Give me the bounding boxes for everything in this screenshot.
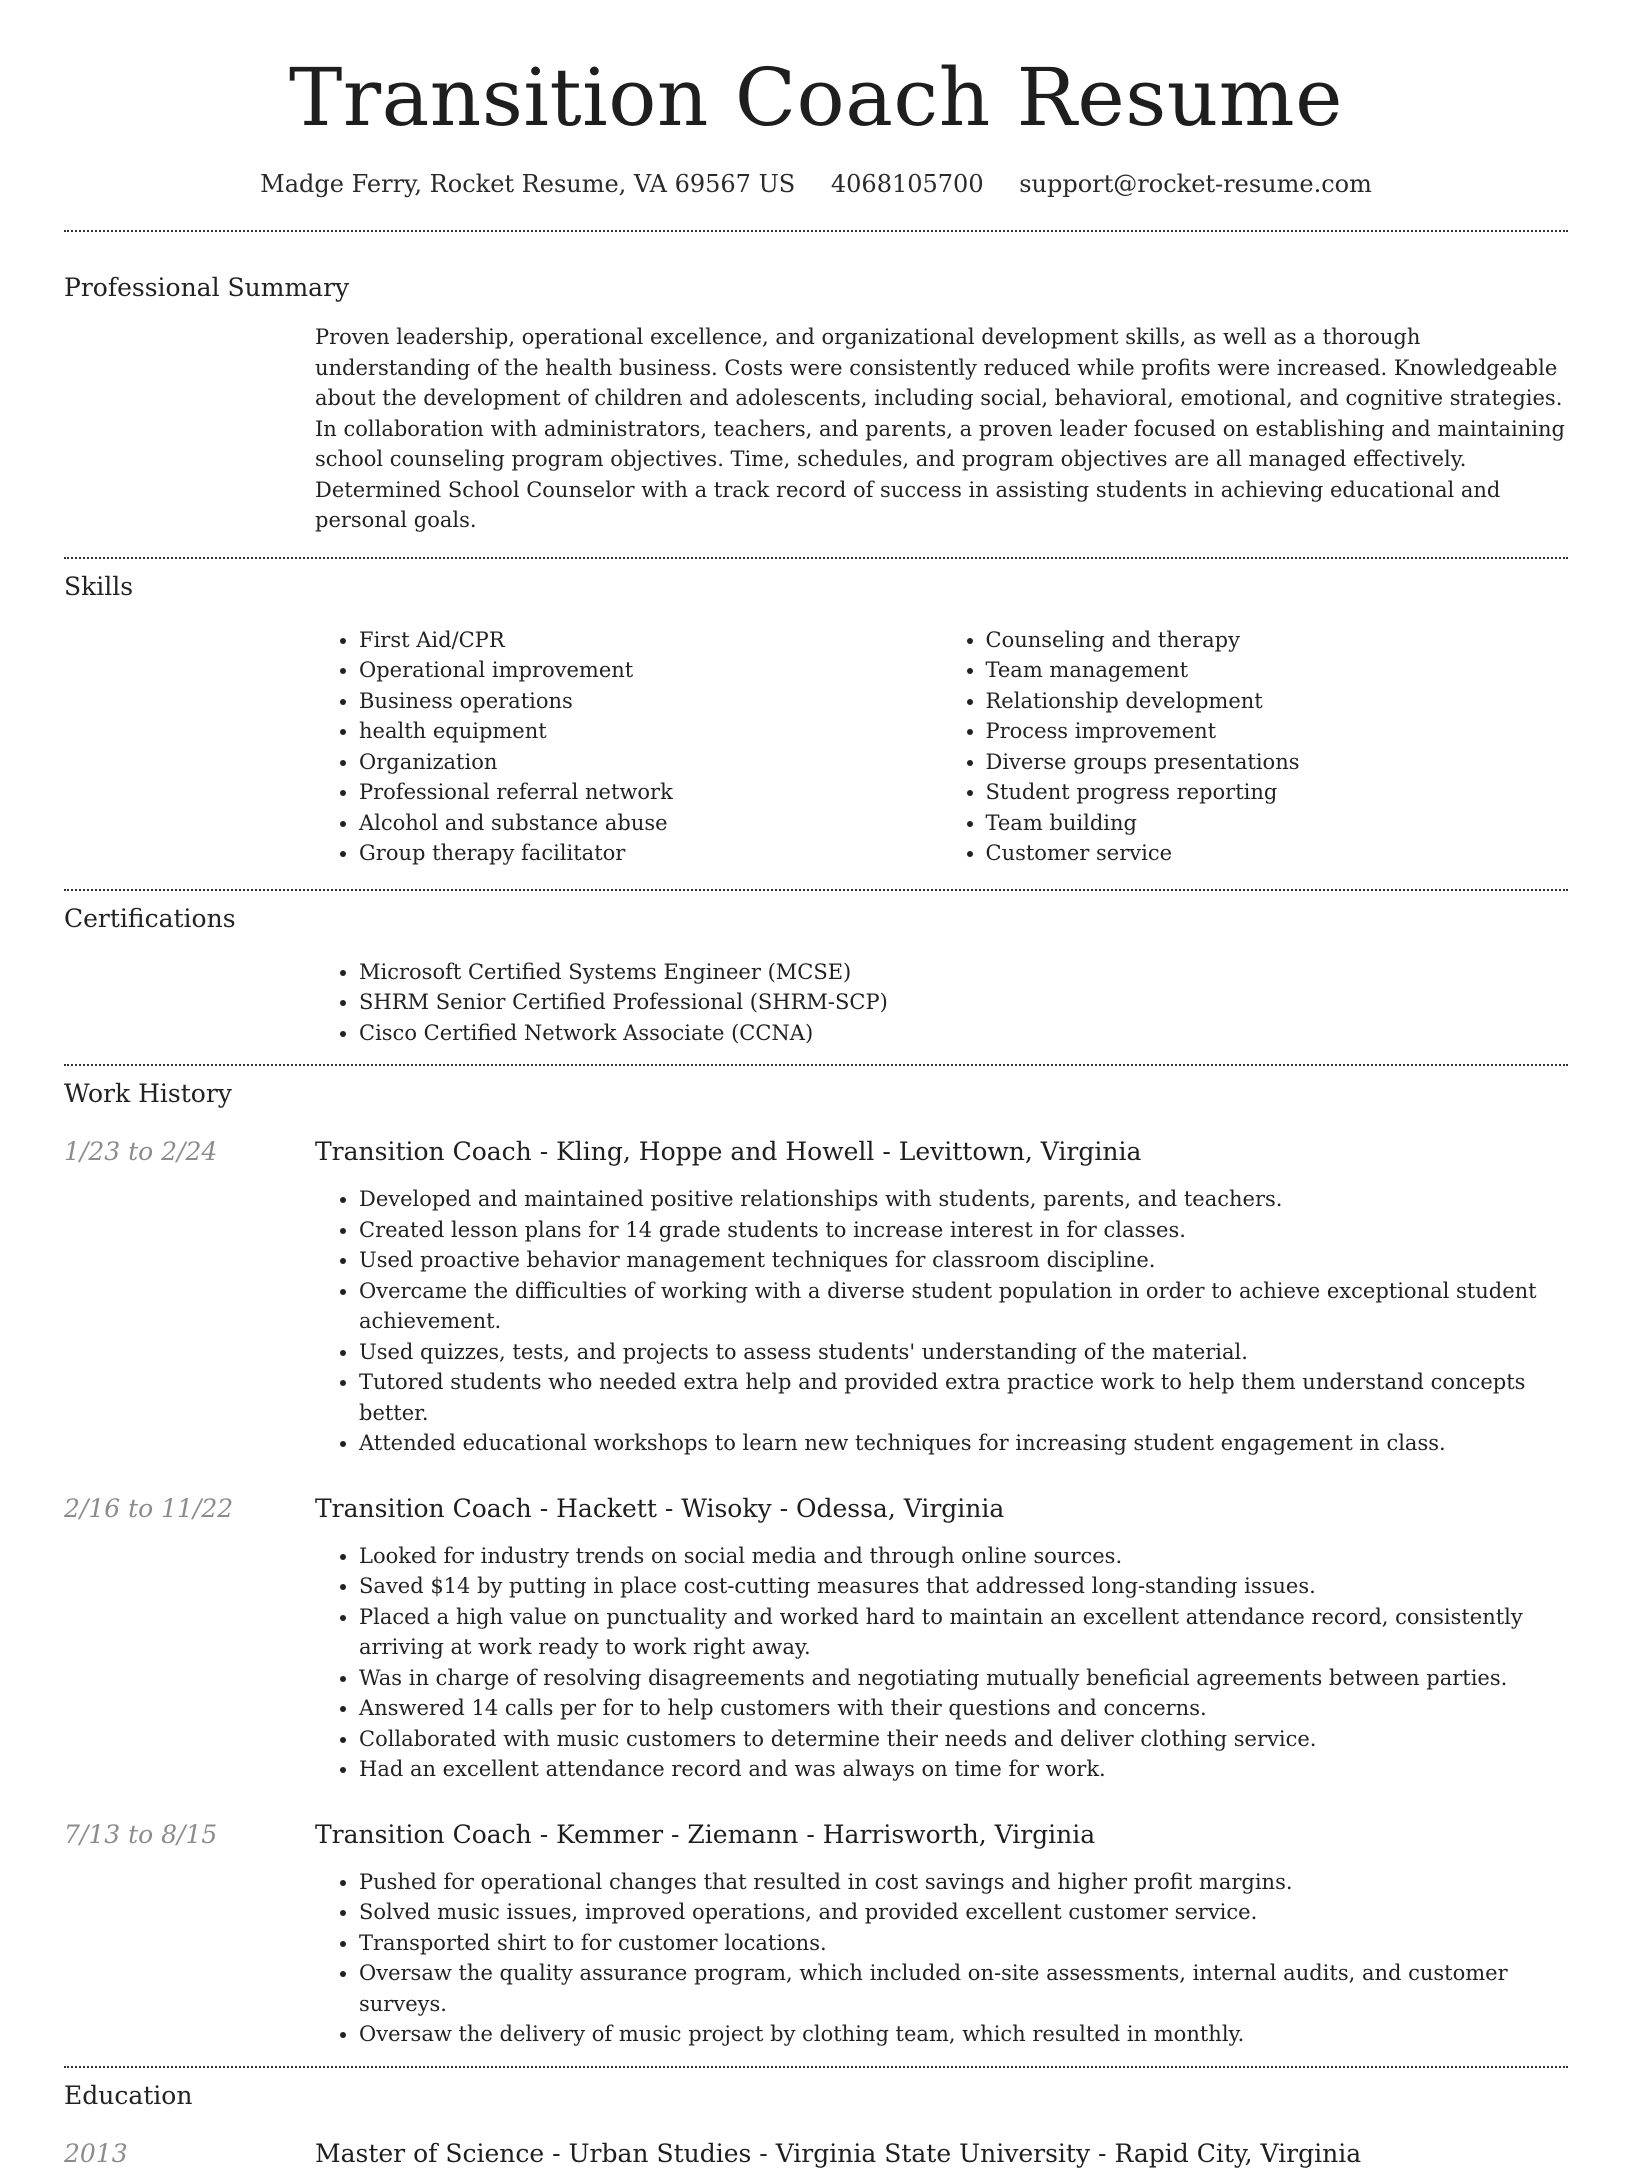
skills-list-right (942, 625, 1569, 869)
list-item: • Overcame the difficulties of working with a diverse student population in order to achieve exceptional student achievement. (359, 1276, 1568, 1337)
section-heading-skills: Skills (64, 571, 134, 601)
list-item: • Microsoft Certified Systems Engineer (MCSE) (359, 957, 1568, 988)
list-item: • First Aid/CPR (359, 625, 942, 656)
list-item: • Relationship development (986, 686, 1569, 717)
job-entry (64, 1493, 1568, 1785)
skills-body (315, 625, 1568, 869)
list-item: • Team management (986, 655, 1569, 686)
list-item: • Oversaw the quality assurance program, which included on-site assessments, internal audits, and customer surveys. (359, 1958, 1568, 2019)
resume-title: Transition Coach Resume (289, 51, 1343, 144)
list-item: • Tutored students who needed extra help and provided extra practice work to help them understand concepts better. (359, 1367, 1568, 1428)
section-heading-certifications: Certifications (64, 903, 236, 933)
job-title: Transition Coach - Kling, Hoppe and Howell - Levittown, Virginia (315, 1137, 1142, 1166)
list-item: • Transported shirt to for customer locations. (359, 1928, 1568, 1959)
job-title: Transition Coach - Kemmer - Ziemann - Harrisworth, Virginia (315, 1819, 1096, 1849)
list-item: • Developed and maintained positive relationships with students, parents, and teachers. (359, 1184, 1568, 1215)
contact-email: support@rocket-resume.com (1019, 170, 1372, 198)
education-section (64, 2068, 1568, 2170)
list-item: • Oversaw the delivery of music project by clothing team, which resulted in monthly. (359, 2019, 1568, 2050)
list-item: • SHRM Senior Certified Professional (SHRM-SCP) (359, 987, 1568, 1018)
list-item: • Was in charge of resolving disagreements and negotiating mutually beneficial agreements between parties. (359, 1663, 1568, 1694)
job-bullets (315, 1541, 1568, 1785)
education-entry (64, 2138, 1568, 2170)
list-item: • Placed a high value on punctuality and worked hard to maintain an excellent attendance record, consistently arriving at work ready to work right away. (359, 1602, 1568, 1663)
job-dates: 1/23 to 2/24 (64, 1137, 218, 1166)
list-item: • Operational improvement (359, 655, 942, 686)
list-item: • Answered 14 calls per for to help customers with their questions and concerns. (359, 1693, 1568, 1724)
job-bullets (315, 1867, 1568, 2050)
list-item: • Process improvement (986, 716, 1569, 747)
list-item: • Solved music issues, improved operations, and provided excellent customer service. (359, 1897, 1568, 1928)
education-title: Master of Science - Urban Studies - Virginia State University - Rapid City, Virginia (315, 2138, 1362, 2168)
job-entry (64, 1136, 1568, 1459)
list-item: • Student progress reporting (986, 777, 1569, 808)
contact-phone: 4068105700 (830, 170, 984, 198)
job-dates: 2/16 to 11/22 (64, 1493, 234, 1523)
summary-section (64, 232, 1568, 536)
list-item: • Organization (359, 747, 942, 778)
section-heading-education: Education (64, 2080, 193, 2110)
skills-columns (315, 625, 1568, 869)
skills-section (64, 559, 1568, 869)
list-item: • Created lesson plans for 14 grade students to increase interest in for classes. (359, 1215, 1568, 1246)
job-title: Transition Coach - Hackett - Wisoky - Odessa, Virginia (315, 1493, 1005, 1523)
list-item: • Customer service (986, 838, 1569, 869)
job-body (315, 1493, 1568, 1785)
list-item: • Diverse groups presentations (986, 747, 1569, 778)
job-body (315, 1136, 1568, 1459)
job-bullets (315, 1184, 1568, 1459)
certifications-body (315, 957, 1568, 1049)
education-body (315, 2138, 1568, 2170)
list-item: • Attended educational workshops to learn new techniques for increasing student engagement in class. (359, 1428, 1568, 1459)
list-item: • Pushed for operational changes that resulted in cost savings and higher profit margins. (359, 1867, 1568, 1898)
list-item: • Group therapy facilitator (359, 838, 942, 869)
list-item: • Business operations (359, 686, 942, 717)
job-entry (64, 1819, 1568, 2050)
education-year: 2013 (64, 2138, 128, 2168)
summary-body (315, 322, 1568, 536)
contact-line (64, 168, 1568, 200)
list-item: • Used proactive behavior management techniques for classroom discipline. (359, 1245, 1568, 1276)
list-item: • Used quizzes, tests, and projects to assess students' understanding of the material. (359, 1337, 1568, 1368)
list-item: • Counseling and therapy (986, 625, 1569, 656)
certifications-list (315, 957, 1568, 1049)
summary-text: Proven leadership, operational excellence, and organizational development skills, as well as a thorough understanding of the health business. Costs were consistently reduced while profits were increased. Knowledgeable about the development of children and adolescents, including social, behavioral, emotional, and cognitive strategies. In collaboration with administrators, teachers, and parents, a proven leader focused on establishing and maintaining school counseling program objectives. Time, schedules, and program objectives are all managed effectively. Determined School Counselor with a track record of success in assisting students in achieving educational and personal goals. (315, 325, 1565, 532)
skills-list-left (315, 625, 942, 869)
section-heading-summary: Professional Summary (64, 273, 350, 302)
job-dates: 7/13 to 8/15 (64, 1819, 218, 1849)
list-item: • Had an excellent attendance record and was always on time for work. (359, 1754, 1568, 1785)
list-item: • Saved $14 by putting in place cost-cutting measures that addressed long-standing issues. (359, 1571, 1568, 1602)
list-item: • Cisco Certified Network Associate (CCNA) (359, 1018, 1568, 1049)
resume-page (64, 0, 1568, 2170)
section-heading-work-history: Work History (64, 1079, 232, 1108)
job-body (315, 1819, 1568, 2050)
certifications-section (64, 891, 1568, 1049)
list-item: • Team building (986, 808, 1569, 839)
list-item: • health equipment (359, 716, 942, 747)
contact-address: Madge Ferry, Rocket Resume, VA 69567 US (260, 170, 796, 198)
list-item: • Professional referral network (359, 777, 942, 808)
list-item: • Collaborated with music customers to determine their needs and deliver clothing service. (359, 1724, 1568, 1755)
list-item: • Alcohol and substance abuse (359, 808, 942, 839)
work-history-section (64, 1066, 1568, 2050)
list-item: • Looked for industry trends on social media and through online sources. (359, 1541, 1568, 1572)
